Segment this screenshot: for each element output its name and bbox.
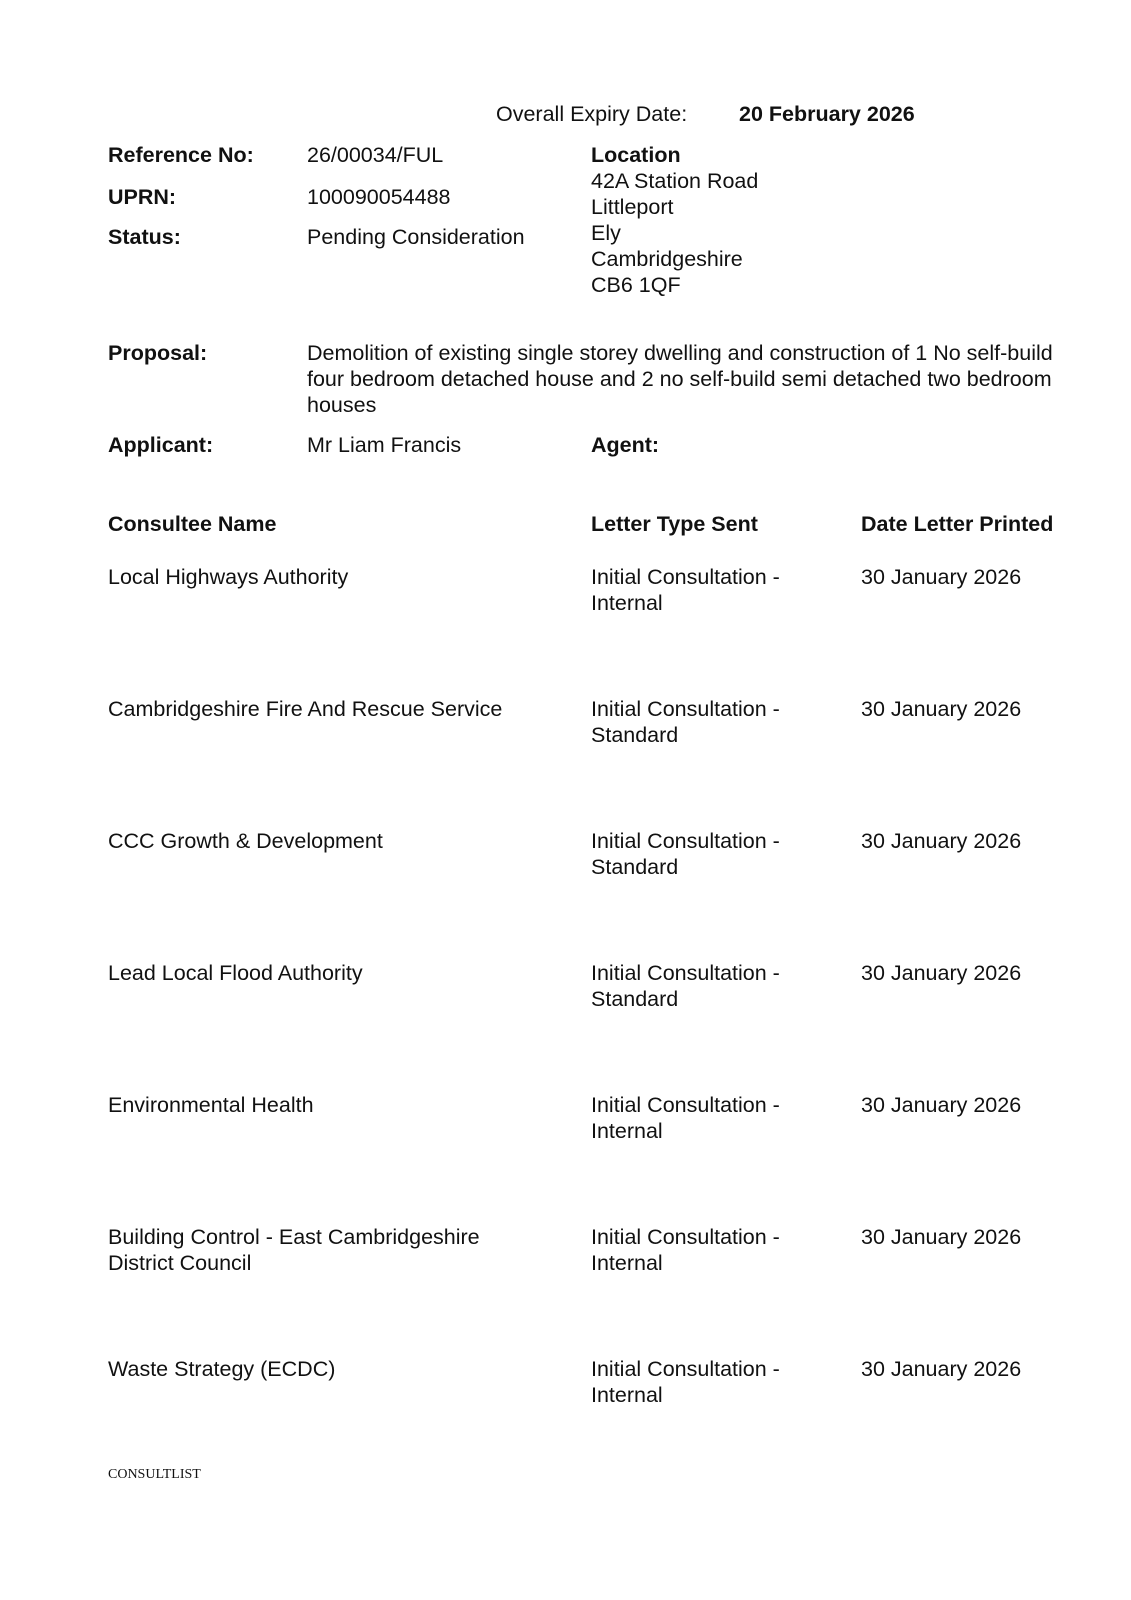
letter-type: Initial Consultation - Standard bbox=[591, 697, 780, 747]
location-address-line: Cambridgeshire bbox=[591, 247, 743, 271]
date-printed: 30 January 2026 bbox=[861, 697, 1022, 721]
column-header-letter-type: Letter Type Sent bbox=[591, 512, 758, 536]
consultee-row bbox=[0, 696, 1131, 796]
date-printed: 30 January 2026 bbox=[861, 1093, 1022, 1117]
location-address-line: Ely bbox=[591, 221, 621, 245]
location-address-line: 42A Station Road bbox=[591, 169, 759, 193]
status-value: Pending Consideration bbox=[307, 225, 525, 249]
consultee-name: Cambridgeshire Fire And Rescue Service bbox=[108, 697, 503, 721]
proposal-label: Proposal: bbox=[108, 341, 208, 365]
location-address-line: Littleport bbox=[591, 195, 674, 219]
letter-type: Initial Consultation - Internal bbox=[591, 1357, 780, 1407]
date-printed: 30 January 2026 bbox=[861, 829, 1022, 853]
consultee-name: Local Highways Authority bbox=[108, 565, 349, 589]
consultee-name: Building Control - East Cambridgeshire District Council bbox=[108, 1225, 480, 1275]
location-block bbox=[591, 142, 758, 298]
column-header-consultee-name: Consultee Name bbox=[108, 512, 277, 536]
agent-label: Agent: bbox=[591, 433, 660, 457]
date-printed: 30 January 2026 bbox=[861, 961, 1022, 985]
uprn-label: UPRN: bbox=[108, 185, 177, 209]
consultee-name: Lead Local Flood Authority bbox=[108, 961, 363, 985]
date-printed: 30 January 2026 bbox=[861, 1225, 1022, 1249]
reference-number-value: 26/00034/FUL bbox=[307, 143, 444, 167]
letter-type: Initial Consultation - Standard bbox=[591, 829, 780, 879]
location-address bbox=[591, 168, 758, 298]
location-heading: Location bbox=[591, 143, 681, 167]
status-label: Status: bbox=[108, 225, 181, 249]
consultee-row bbox=[0, 1092, 1131, 1192]
applicant-value: Mr Liam Francis bbox=[307, 433, 462, 457]
overall-expiry-date-label: Overall Expiry Date: bbox=[496, 102, 688, 126]
consultee-name: CCC Growth & Development bbox=[108, 829, 383, 853]
consultee-name: Environmental Health bbox=[108, 1093, 314, 1117]
location-address-line: CB6 1QF bbox=[591, 273, 681, 297]
footer-report-code: CONSULTLIST bbox=[108, 1467, 201, 1482]
date-printed: 30 January 2026 bbox=[861, 565, 1022, 589]
consultee-row bbox=[0, 1224, 1131, 1324]
consultee-row bbox=[0, 564, 1131, 664]
proposal-description: Demolition of existing single storey dwelling and construction of 1 No self-build four bedroom detached house and 2 no self-build semi detached two bedroom houses bbox=[307, 341, 1053, 417]
letter-type: Initial Consultation - Internal bbox=[591, 1225, 780, 1275]
letter-type: Initial Consultation - Standard bbox=[591, 961, 780, 1011]
column-header-date-printed: Date Letter Printed bbox=[861, 512, 1054, 536]
date-printed: 30 January 2026 bbox=[861, 1357, 1022, 1381]
overall-expiry-date-value: 20 February 2026 bbox=[739, 102, 915, 126]
reference-number-label: Reference No: bbox=[108, 143, 254, 167]
consultee-name: Waste Strategy (ECDC) bbox=[108, 1357, 336, 1381]
applicant-label: Applicant: bbox=[108, 433, 214, 457]
consultee-row bbox=[0, 960, 1131, 1060]
letter-type: Initial Consultation - Internal bbox=[591, 565, 780, 615]
letter-type: Initial Consultation - Internal bbox=[591, 1093, 780, 1143]
uprn-value: 100090054488 bbox=[307, 185, 451, 209]
consultee-row bbox=[0, 828, 1131, 928]
consultee-row bbox=[0, 1356, 1131, 1456]
